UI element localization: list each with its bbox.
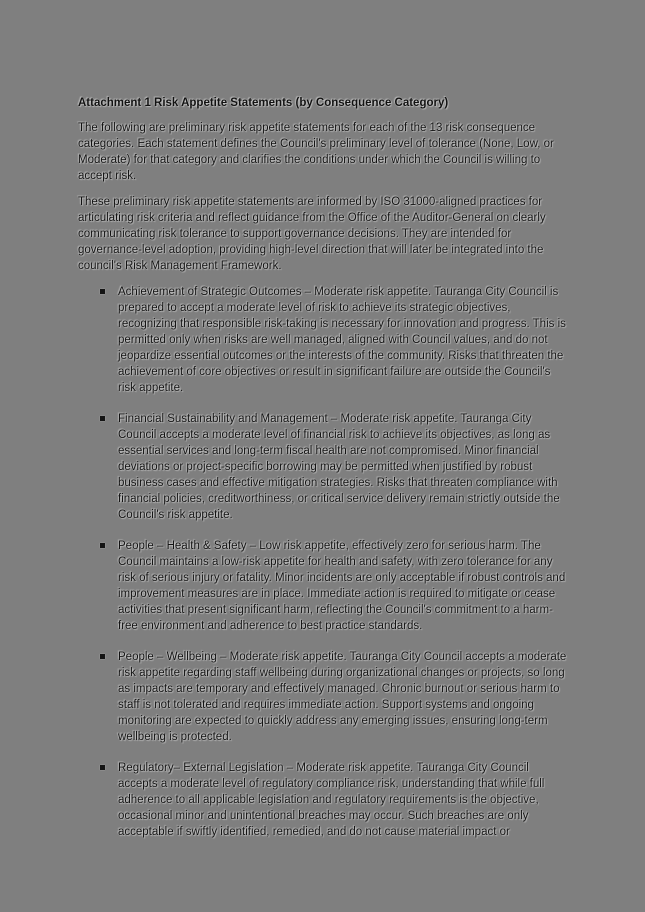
square-bullet-icon [100,289,105,294]
square-bullet-icon [100,765,105,770]
square-bullet-icon [100,543,105,548]
bullet-text: Financial Sustainability and Management – Moderate risk appetite. Tauranga City Council accepts a moderate level of financial risk to achieve its objectives, as long as essential services and long-term fiscal health are not compromised. Minor financial deviations or project-specific borrowing may be permitted when justified by robust business cases and effective mitigation strategies. Risks that threaten compliance with financial policies, creditworthiness, or critical service delivery remain strictly outside the Council's risk appetite. [118,413,560,521]
document-title: Attachment 1 Risk Appetite Statements (by Consequence Category) [78,97,449,109]
document-page [78,96,567,855]
context-paragraph: These preliminary risk appetite statements are informed by ISO 31000-aligned practices for articulating risk criteria and reflect guidance from the Office of the Auditor-General on clearly communicating risk tolerance to support governance decisions. They are intended for governance-level adoption, providing high-level direction that will later be integrated into the council's Risk Management Framework. [78,196,546,272]
bullet-item-wellbeing [78,649,567,745]
risk-appetite-bullet-list [78,284,567,840]
bullet-item-financial-sustainability [78,411,567,523]
bullet-text: Regulatory– External Legislation – Moderate risk appetite. Tauranga City Council accepts a moderate level of regulatory compliance risk, understanding that while full adherence to all applicable legislation and regulatory requirements is the objective, occasional minor and unintentional breaches may occur. Such breaches are only acceptable if swiftly identified, remedied, and do not cause material impact or [118,762,545,838]
bullet-item-health-safety [78,538,567,634]
bullet-item-regulatory-legislation [78,760,567,840]
square-bullet-icon [100,416,105,421]
bullet-text: People – Health & Safety – Low risk appetite, effectively zero for serious harm. The Council maintains a low-risk appetite for health and safety, with zero tolerance for any risk of serious injury or fatality. Minor incidents are only acceptable if robust controls and improvement measures are in place. Immediate action is required to mitigate or cease activities that present significant harm, reflecting the Council's commitment to a harm-free environment and adherence to best practice standards. [118,540,566,632]
bullet-text: People – Wellbeing – Moderate risk appetite. Tauranga City Council accepts a moderate risk appetite regarding staff wellbeing during organizational changes or projects, so long as impacts are temporary and effectively managed. Chronic burnout or serious harm to staff is not tolerated and requires immediate action. Support systems and ongoing monitoring are expected to quickly address any emerging issues, ensuring long-term wellbeing is protected. [118,651,567,743]
square-bullet-icon [100,654,105,659]
bullet-item-strategic-outcomes [78,284,567,396]
bullet-text: Achievement of Strategic Outcomes – Moderate risk appetite. Tauranga City Council is prepared to accept a moderate level of risk to achieve its strategic objectives, recognizing that responsible risk-taking is necessary for innovation and progress. This is permitted only when risks are well managed, aligned with Council values, and do not jeopardize essential outcomes or the interests of the community. Risks that threaten the achievement of core objectives or result in significant failure are outside the Council's risk appetite. [118,286,566,394]
intro-paragraph: The following are preliminary risk appetite statements for each of the 13 risk consequence categories. Each statement defines the Council's preliminary level of tolerance (None, Low, or Moderate) for that category and clarifies the conditions under which the Council is willing to accept risk. [78,122,554,182]
